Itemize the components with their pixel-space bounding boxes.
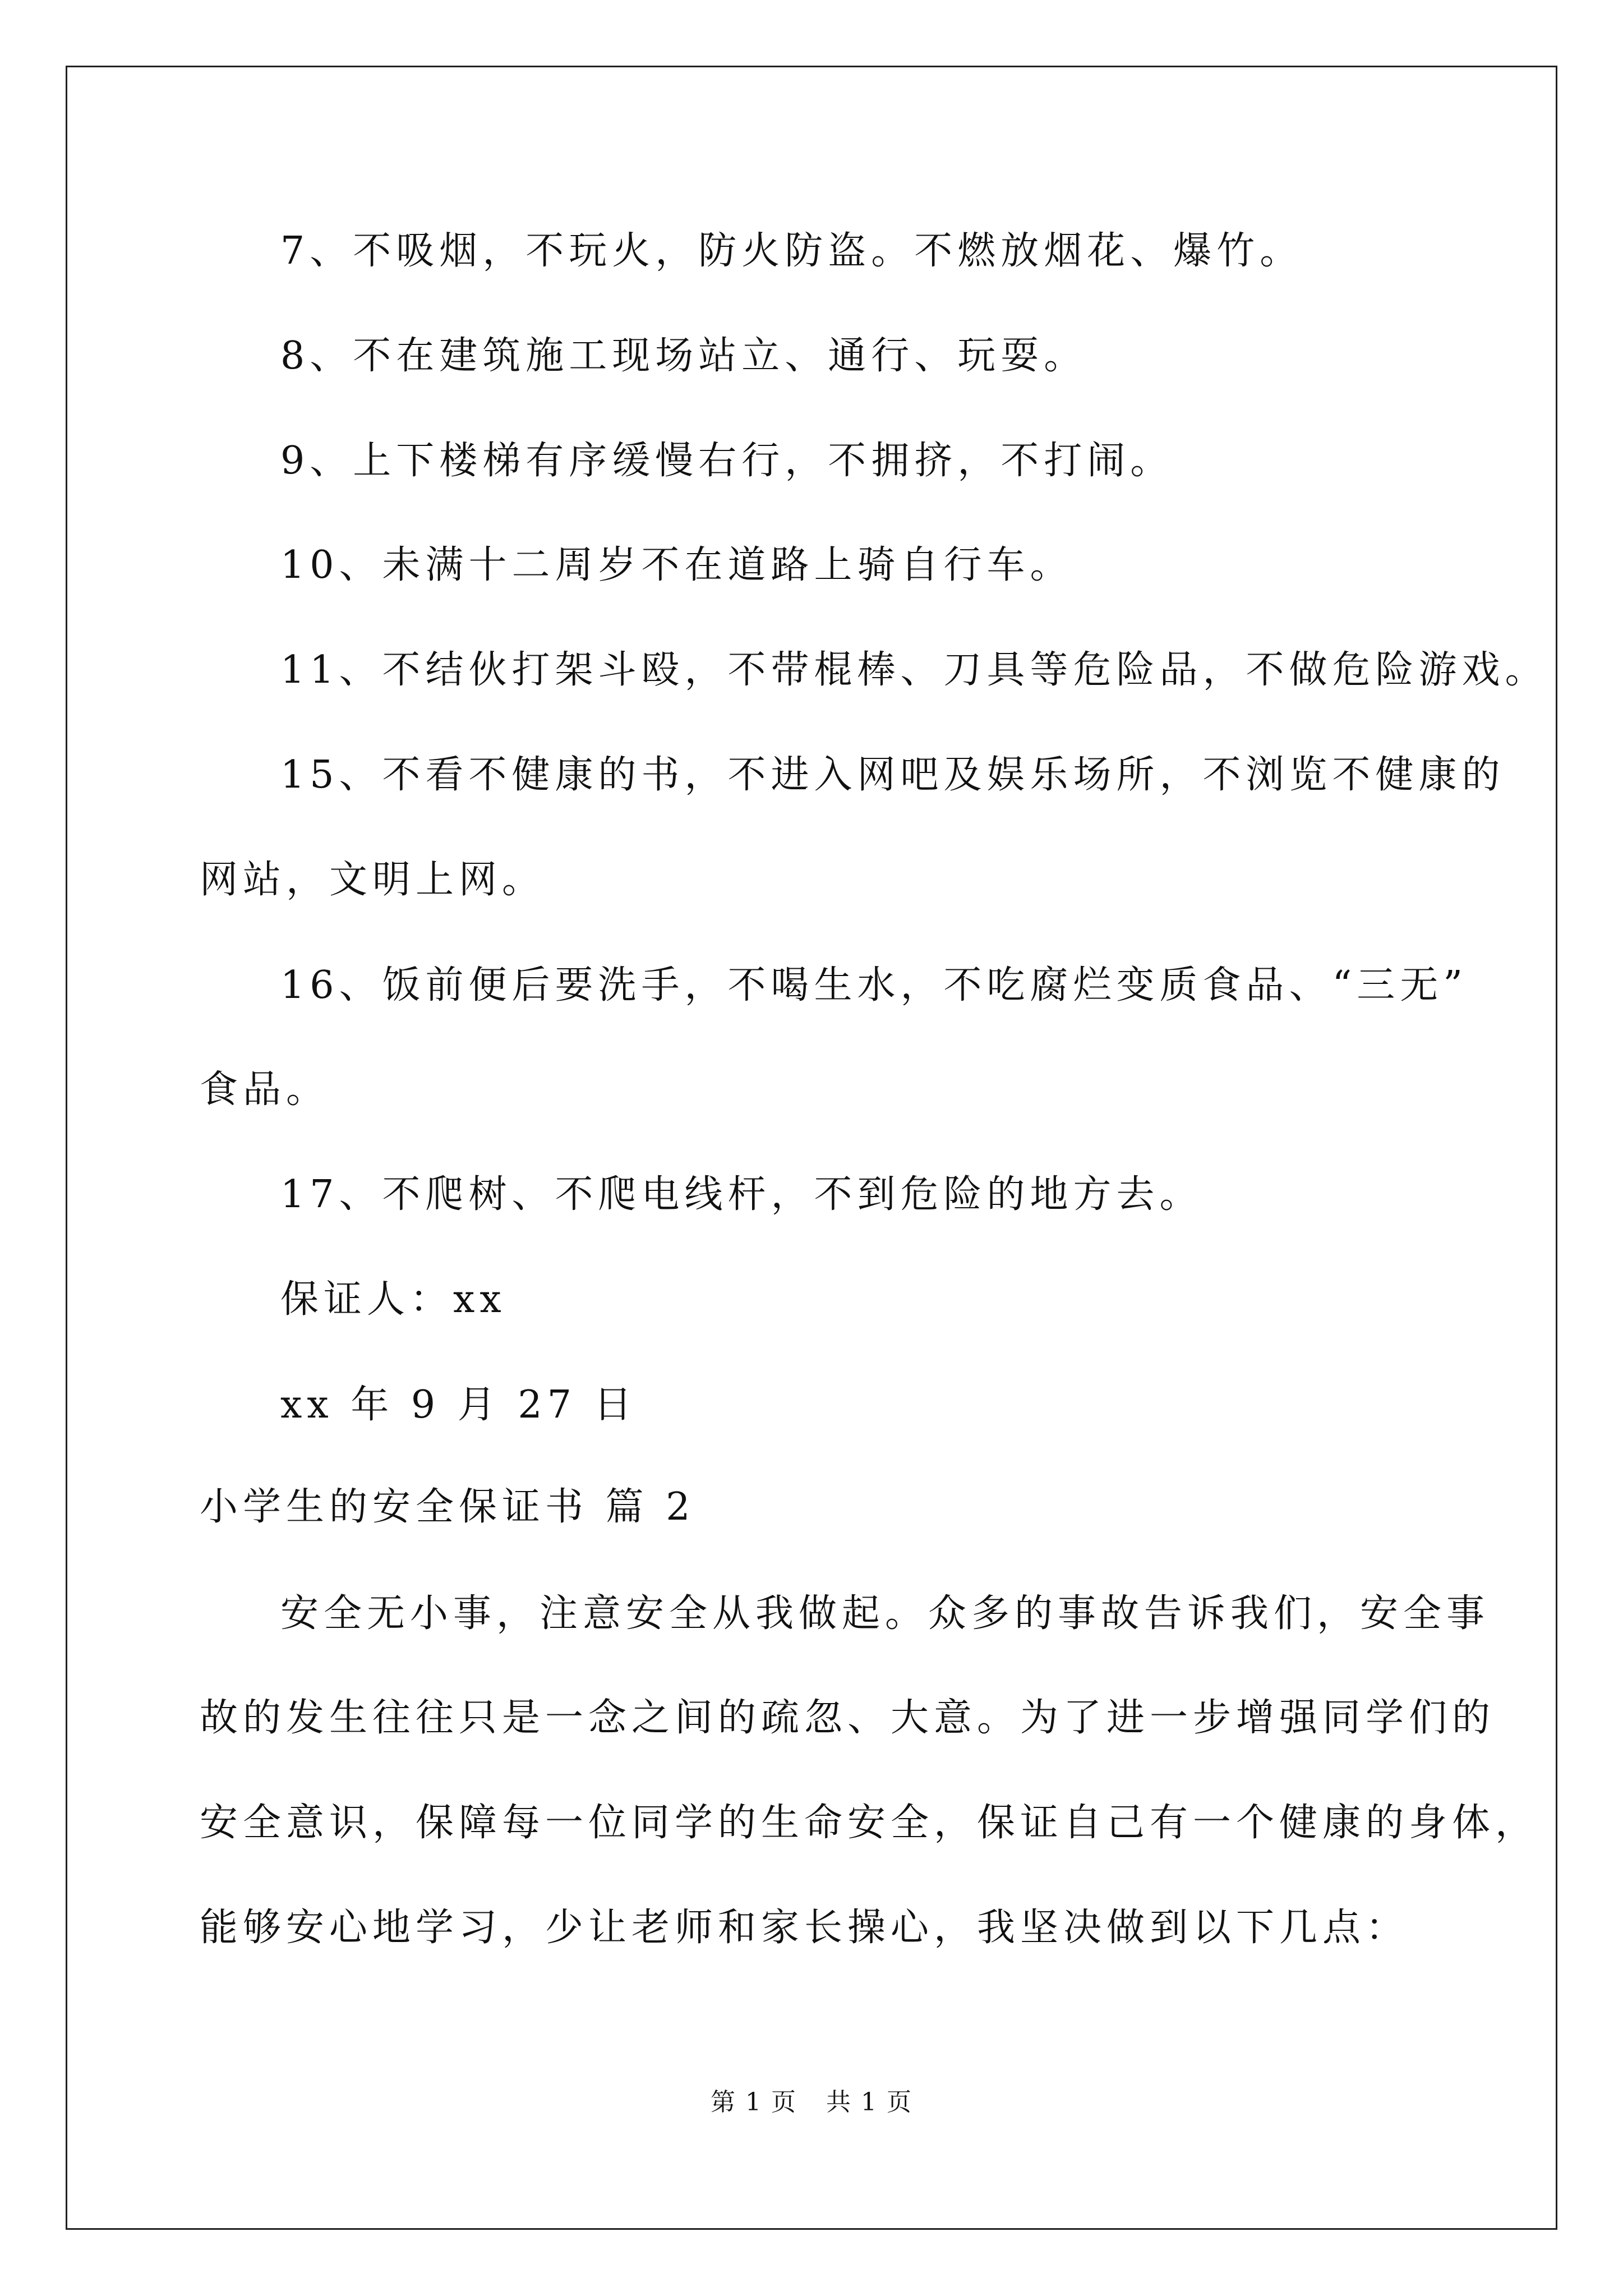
page-number: 第 1 页	[711, 2088, 797, 2116]
list-item: 10、未满十二周岁不在道路上骑自行车。	[280, 543, 1073, 587]
paragraph-line: 安全无小事，注意安全从我做起。众多的事故告诉我们，安全事	[280, 1591, 1490, 1636]
page-footer	[0, 2086, 1623, 2119]
list-item: 7、不吸烟，不玩火，防火防盗。不燃放烟花、爆竹。	[280, 229, 1303, 273]
list-item: 9、上下楼梯有序缓慢右行，不拥挤，不打闹。	[280, 439, 1174, 483]
list-item: 16、饭前便后要洗手，不喝生水，不吃腐烂变质食品、“三无”	[280, 963, 1468, 1007]
paragraph-line: 故的发生往往只是一念之间的疏忽、大意。为了进一步增强同学们的	[200, 1696, 1496, 1740]
paragraph-line: 安全意识，保障每一位同学的生命安全，保证自己有一个健康的身体，	[200, 1801, 1539, 1845]
section-heading: 小学生的安全保证书 篇 2	[200, 1485, 695, 1529]
paragraph-line: 能够安心地学习，少让老师和家长操心，我坚决做到以下几点：	[200, 1906, 1409, 1950]
page-total: 共 1 页	[826, 2088, 912, 2116]
list-item-continuation: 食品。	[200, 1068, 330, 1112]
date-line: xx 年 9 月 27 日	[280, 1383, 637, 1427]
list-item-continuation: 网站，文明上网。	[200, 858, 546, 902]
guarantor-line: 保证人：xx	[280, 1277, 506, 1322]
list-item: 11、不结伙打架斗殴，不带棍棒、刀具等危险品，不做危险游戏。	[280, 648, 1548, 692]
list-item: 15、不看不健康的书，不进入网吧及娱乐场所，不浏览不健康的	[280, 753, 1505, 797]
list-item: 8、不在建筑施工现场站立、通行、玩耍。	[280, 334, 1087, 378]
list-item: 17、不爬树、不爬电线杆，不到危险的地方去。	[280, 1172, 1203, 1217]
